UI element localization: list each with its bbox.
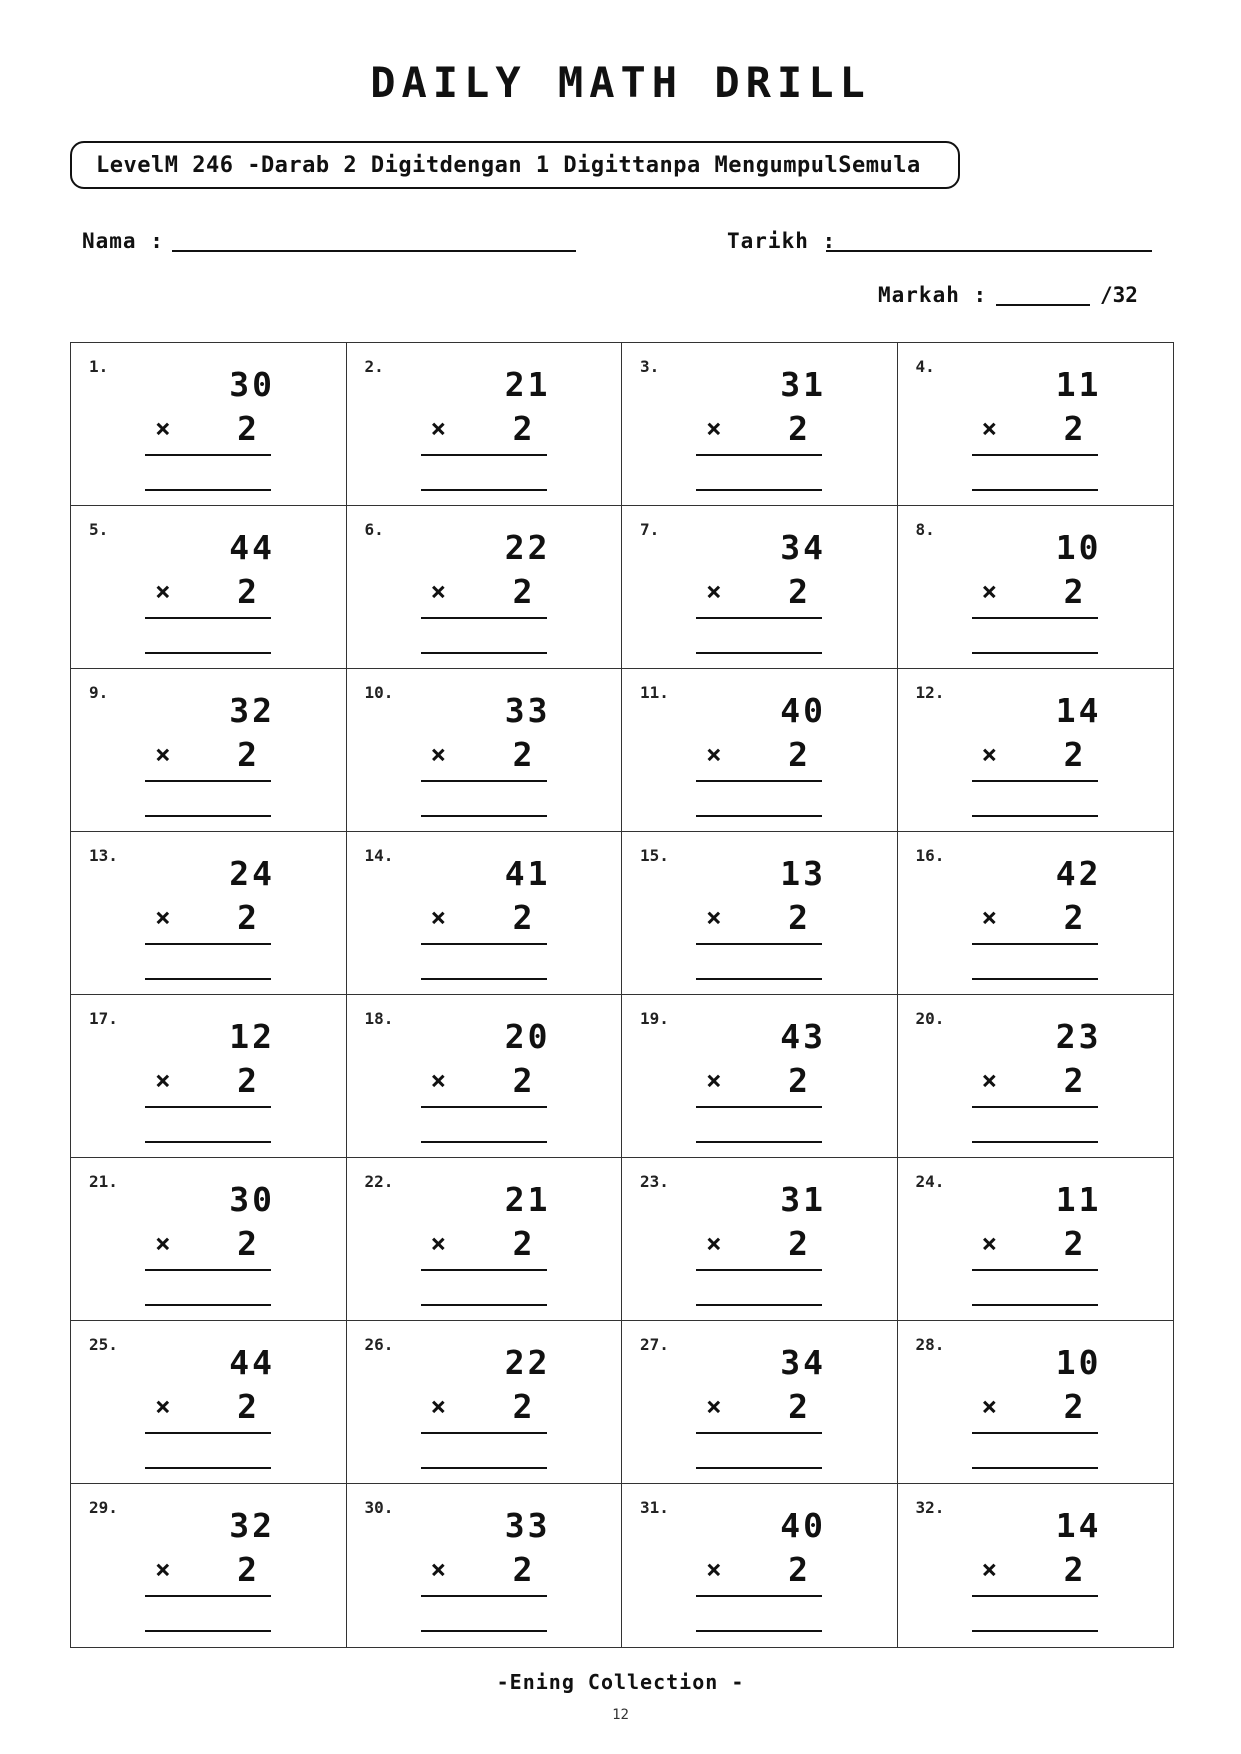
problem-number: 13. bbox=[89, 846, 118, 865]
multiplicand: 43 bbox=[780, 1017, 826, 1056]
problem-number: 16. bbox=[915, 846, 945, 865]
operation-rule bbox=[421, 1432, 547, 1434]
operation-rule bbox=[421, 454, 547, 456]
problem-cell bbox=[347, 506, 623, 669]
operation-rule bbox=[696, 617, 822, 619]
problem-cell bbox=[898, 1321, 1174, 1484]
answer-line[interactable] bbox=[696, 1304, 822, 1306]
multiplier: 2 bbox=[788, 1550, 808, 1589]
operation-rule bbox=[696, 454, 822, 456]
operation-rule bbox=[421, 780, 547, 782]
multiplicand: 40 bbox=[780, 691, 826, 730]
problem-cell bbox=[622, 506, 898, 669]
problem-number: 4. bbox=[915, 357, 935, 376]
problem-cell bbox=[622, 669, 898, 832]
multiply-sign: × bbox=[981, 739, 998, 770]
multiply-sign: × bbox=[155, 413, 171, 444]
multiplier: 2 bbox=[1063, 1550, 1084, 1589]
multiply-sign: × bbox=[155, 1065, 171, 1096]
problem-number: 8. bbox=[915, 520, 935, 539]
problem-cell bbox=[71, 832, 347, 995]
operation-rule bbox=[145, 943, 271, 945]
multiplicand: 14 bbox=[1055, 691, 1102, 730]
problem-cell bbox=[898, 1484, 1174, 1647]
multiply-sign: × bbox=[706, 1228, 722, 1259]
multiply-sign: × bbox=[155, 576, 171, 607]
multiplier-row bbox=[421, 572, 547, 611]
problem-cell bbox=[898, 1158, 1174, 1321]
multiplier-row bbox=[145, 1224, 271, 1263]
multiplier-row bbox=[421, 1550, 547, 1589]
multiplier-row bbox=[696, 1550, 822, 1589]
multiplicand: 44 bbox=[229, 1343, 275, 1382]
problem-number: 17. bbox=[89, 1009, 118, 1028]
multiplier-row bbox=[972, 1224, 1098, 1263]
answer-line[interactable] bbox=[145, 978, 271, 980]
multiplier: 2 bbox=[1063, 572, 1084, 611]
operation-rule bbox=[145, 1106, 271, 1108]
multiplier: 2 bbox=[1063, 1387, 1084, 1426]
multiplicand: 13 bbox=[780, 854, 826, 893]
multiplier-row bbox=[421, 1061, 547, 1100]
multiplier: 2 bbox=[512, 898, 533, 937]
multiply-sign: × bbox=[155, 1228, 171, 1259]
multiplier-row bbox=[972, 1387, 1098, 1426]
multiplier: 2 bbox=[1063, 898, 1084, 937]
answer-line[interactable] bbox=[696, 978, 822, 980]
multiplier: 2 bbox=[512, 1387, 533, 1426]
multiplier-row bbox=[696, 572, 822, 611]
multiply-sign: × bbox=[706, 902, 722, 933]
answer-line[interactable] bbox=[696, 1630, 822, 1632]
answer-line[interactable] bbox=[972, 489, 1098, 491]
answer-line[interactable] bbox=[421, 1304, 547, 1306]
multiply-sign: × bbox=[981, 576, 998, 607]
problem-cell bbox=[622, 1484, 898, 1647]
multiplier-row bbox=[145, 898, 271, 937]
page-title: DAILY MATH DRILL bbox=[370, 58, 871, 107]
problem-number: 20. bbox=[915, 1009, 945, 1028]
multiply-sign: × bbox=[430, 1228, 447, 1259]
multiplicand: 30 bbox=[229, 365, 275, 404]
multiplicand: 12 bbox=[229, 1017, 275, 1056]
multiplier: 2 bbox=[512, 572, 533, 611]
problem-cell bbox=[347, 343, 623, 506]
score-field[interactable] bbox=[996, 304, 1090, 306]
score-label: Markah : bbox=[878, 283, 988, 307]
problem-number: 15. bbox=[640, 846, 669, 865]
multiplier: 2 bbox=[788, 1387, 808, 1426]
multiplier-row bbox=[696, 735, 822, 774]
problem-cell bbox=[71, 343, 347, 506]
operation-rule bbox=[972, 1432, 1098, 1434]
page-number: 12 bbox=[612, 1707, 629, 1723]
operation-rule bbox=[972, 1106, 1098, 1108]
multiplier: 2 bbox=[512, 735, 533, 774]
answer-line[interactable] bbox=[696, 489, 822, 491]
operation-rule bbox=[145, 780, 271, 782]
multiply-sign: × bbox=[430, 902, 447, 933]
multiplicand: 30 bbox=[229, 1180, 275, 1219]
problem-cell bbox=[622, 1321, 898, 1484]
multiplier: 2 bbox=[788, 1061, 808, 1100]
multiplier-row bbox=[145, 1550, 271, 1589]
multiplier: 2 bbox=[237, 572, 257, 611]
multiplier-row bbox=[972, 572, 1098, 611]
multiplier: 2 bbox=[788, 1224, 808, 1263]
multiply-sign: × bbox=[430, 576, 447, 607]
problem-cell bbox=[898, 343, 1174, 506]
problem-cell bbox=[71, 1158, 347, 1321]
answer-line[interactable] bbox=[421, 1467, 547, 1469]
answer-line[interactable] bbox=[696, 815, 822, 817]
multiplicand: 32 bbox=[229, 1506, 275, 1545]
multiplicand: 33 bbox=[504, 1506, 551, 1545]
answer-line[interactable] bbox=[421, 815, 547, 817]
multiplier: 2 bbox=[237, 1387, 257, 1426]
multiplicand: 11 bbox=[1055, 1180, 1102, 1219]
multiplier-row bbox=[145, 572, 271, 611]
problem-number: 18. bbox=[364, 1009, 394, 1028]
problem-number: 28. bbox=[915, 1335, 945, 1354]
multiplicand: 34 bbox=[780, 1343, 826, 1382]
multiplicand: 23 bbox=[1055, 1017, 1102, 1056]
answer-line[interactable] bbox=[145, 489, 271, 491]
multiply-sign: × bbox=[155, 902, 171, 933]
multiplier-row bbox=[145, 1387, 271, 1426]
problem-grid bbox=[70, 342, 1174, 1648]
multiply-sign: × bbox=[706, 1065, 722, 1096]
multiply-sign: × bbox=[155, 739, 171, 770]
multiply-sign: × bbox=[981, 1391, 998, 1422]
operation-rule bbox=[421, 1595, 547, 1597]
problem-cell bbox=[622, 1158, 898, 1321]
multiplicand: 21 bbox=[504, 365, 551, 404]
operation-rule bbox=[696, 1106, 822, 1108]
operation-rule bbox=[145, 454, 271, 456]
operation-rule bbox=[421, 1269, 547, 1271]
multiplier: 2 bbox=[237, 1061, 257, 1100]
multiply-sign: × bbox=[981, 1065, 998, 1096]
multiplier: 2 bbox=[788, 735, 808, 774]
multiplier: 2 bbox=[788, 898, 808, 937]
problem-number: 29. bbox=[89, 1498, 118, 1517]
multiplicand: 31 bbox=[780, 1180, 826, 1219]
multiplier-row bbox=[421, 735, 547, 774]
multiply-sign: × bbox=[430, 1554, 447, 1585]
problem-cell bbox=[622, 343, 898, 506]
problem-number: 7. bbox=[640, 520, 660, 539]
multiplicand: 32 bbox=[229, 691, 275, 730]
problem-number: 26. bbox=[364, 1335, 394, 1354]
answer-line[interactable] bbox=[696, 1141, 822, 1143]
problem-cell bbox=[898, 832, 1174, 995]
operation-rule bbox=[696, 943, 822, 945]
multiplier-row bbox=[145, 735, 271, 774]
multiplier: 2 bbox=[237, 409, 257, 448]
multiplicand: 31 bbox=[780, 365, 826, 404]
multiplier-row bbox=[421, 1224, 547, 1263]
multiply-sign: × bbox=[706, 1554, 722, 1585]
multiplier-row bbox=[145, 409, 271, 448]
problem-cell bbox=[71, 1321, 347, 1484]
problem-number: 1. bbox=[89, 357, 109, 376]
multiplier: 2 bbox=[1063, 409, 1084, 448]
multiplier-row bbox=[421, 1387, 547, 1426]
problem-number: 21. bbox=[89, 1172, 118, 1191]
answer-line[interactable] bbox=[972, 1141, 1098, 1143]
answer-line[interactable] bbox=[972, 978, 1098, 980]
operation-rule bbox=[421, 943, 547, 945]
problem-cell bbox=[622, 995, 898, 1158]
operation-rule bbox=[145, 1269, 271, 1271]
multiplicand: 22 bbox=[504, 1343, 551, 1382]
operation-rule bbox=[145, 1432, 271, 1434]
answer-line[interactable] bbox=[696, 652, 822, 654]
multiplicand: 33 bbox=[504, 691, 551, 730]
multiplier: 2 bbox=[237, 898, 257, 937]
multiplicand: 14 bbox=[1055, 1506, 1102, 1545]
multiplier: 2 bbox=[788, 572, 808, 611]
multiplier: 2 bbox=[237, 1550, 257, 1589]
problem-cell bbox=[347, 1484, 623, 1647]
problem-number: 6. bbox=[364, 520, 384, 539]
multiplier: 2 bbox=[788, 409, 808, 448]
answer-line[interactable] bbox=[972, 1467, 1098, 1469]
problem-number: 27. bbox=[640, 1335, 669, 1354]
multiplicand: 34 bbox=[780, 528, 826, 567]
multiply-sign: × bbox=[981, 1554, 998, 1585]
multiplier-row bbox=[696, 898, 822, 937]
problem-number: 9. bbox=[89, 683, 109, 702]
multiplicand: 44 bbox=[229, 528, 275, 567]
multiplicand: 10 bbox=[1055, 528, 1102, 567]
multiplicand: 40 bbox=[780, 1506, 826, 1545]
multiply-sign: × bbox=[706, 739, 722, 770]
multiplier-row bbox=[696, 1061, 822, 1100]
multiply-sign: × bbox=[155, 1554, 171, 1585]
multiply-sign: × bbox=[430, 1391, 447, 1422]
multiply-sign: × bbox=[706, 1391, 722, 1422]
multiplicand: 42 bbox=[1055, 854, 1102, 893]
answer-line[interactable] bbox=[145, 1467, 271, 1469]
problem-number: 22. bbox=[364, 1172, 394, 1191]
answer-line[interactable] bbox=[421, 489, 547, 491]
operation-rule bbox=[972, 943, 1098, 945]
multiplier-row bbox=[696, 409, 822, 448]
problem-number: 2. bbox=[364, 357, 384, 376]
operation-rule bbox=[696, 1269, 822, 1271]
answer-line[interactable] bbox=[972, 815, 1098, 817]
answer-line[interactable] bbox=[972, 1304, 1098, 1306]
multiplier: 2 bbox=[512, 1061, 533, 1100]
answer-line[interactable] bbox=[145, 815, 271, 817]
name-field[interactable] bbox=[172, 250, 576, 252]
multiplier: 2 bbox=[512, 1550, 533, 1589]
multiply-sign: × bbox=[706, 576, 722, 607]
operation-rule bbox=[421, 1106, 547, 1108]
answer-line[interactable] bbox=[421, 1630, 547, 1632]
operation-rule bbox=[972, 780, 1098, 782]
problem-cell bbox=[347, 1158, 623, 1321]
multiplier-row bbox=[696, 1224, 822, 1263]
answer-line[interactable] bbox=[145, 1630, 271, 1632]
answer-line[interactable] bbox=[421, 1141, 547, 1143]
problem-cell bbox=[898, 506, 1174, 669]
multiplier-row bbox=[972, 409, 1098, 448]
multiplier: 2 bbox=[512, 1224, 533, 1263]
answer-line[interactable] bbox=[145, 652, 271, 654]
answer-line[interactable] bbox=[972, 1630, 1098, 1632]
problem-number: 14. bbox=[364, 846, 394, 865]
multiplier-row bbox=[145, 1061, 271, 1100]
problem-cell bbox=[622, 832, 898, 995]
problem-number: 32. bbox=[915, 1498, 945, 1517]
operation-rule bbox=[145, 1595, 271, 1597]
problem-number: 31. bbox=[640, 1498, 669, 1517]
multiplier-row bbox=[972, 1061, 1098, 1100]
level-description-box bbox=[70, 141, 960, 189]
multiplicand: 24 bbox=[229, 854, 275, 893]
problem-number: 23. bbox=[640, 1172, 669, 1191]
problem-cell bbox=[898, 669, 1174, 832]
operation-rule bbox=[696, 1595, 822, 1597]
footer-credit: -Ening Collection - bbox=[496, 1670, 745, 1694]
answer-line[interactable] bbox=[421, 652, 547, 654]
multiplier-row bbox=[421, 898, 547, 937]
problem-cell bbox=[71, 669, 347, 832]
operation-rule bbox=[972, 617, 1098, 619]
multiply-sign: × bbox=[981, 1228, 998, 1259]
multiplicand: 11 bbox=[1055, 365, 1102, 404]
operation-rule bbox=[972, 1269, 1098, 1271]
multiplier-row bbox=[972, 898, 1098, 937]
problem-cell bbox=[71, 995, 347, 1158]
problem-cell bbox=[347, 669, 623, 832]
operation-rule bbox=[696, 1432, 822, 1434]
multiplier: 2 bbox=[237, 735, 257, 774]
problem-cell bbox=[347, 832, 623, 995]
operation-rule bbox=[972, 454, 1098, 456]
answer-line[interactable] bbox=[145, 1141, 271, 1143]
problem-number: 11. bbox=[640, 683, 669, 702]
multiplier: 2 bbox=[1063, 735, 1084, 774]
level-description: LevelM 246 -Darab 2 Digitdengan 1 Digittanpa MengumpulSemula bbox=[96, 152, 921, 178]
multiplier-row bbox=[696, 1387, 822, 1426]
multiply-sign: × bbox=[981, 902, 998, 933]
multiplicand: 21 bbox=[504, 1180, 551, 1219]
problem-number: 5. bbox=[89, 520, 109, 539]
multiplier: 2 bbox=[512, 409, 533, 448]
problem-number: 30. bbox=[364, 1498, 394, 1517]
multiplier: 2 bbox=[237, 1224, 257, 1263]
problem-number: 24. bbox=[915, 1172, 945, 1191]
multiply-sign: × bbox=[430, 1065, 447, 1096]
operation-rule bbox=[972, 1595, 1098, 1597]
operation-rule bbox=[145, 617, 271, 619]
multiply-sign: × bbox=[981, 413, 998, 444]
multiply-sign: × bbox=[706, 413, 722, 444]
problem-number: 10. bbox=[364, 683, 394, 702]
multiplicand: 22 bbox=[504, 528, 551, 567]
multiply-sign: × bbox=[155, 1391, 171, 1422]
date-field[interactable] bbox=[826, 250, 1152, 252]
answer-line[interactable] bbox=[145, 1304, 271, 1306]
problem-cell bbox=[71, 1484, 347, 1647]
problem-cell bbox=[347, 995, 623, 1158]
operation-rule bbox=[696, 780, 822, 782]
multiplicand: 10 bbox=[1055, 1343, 1102, 1382]
operation-rule bbox=[421, 617, 547, 619]
problem-cell bbox=[898, 995, 1174, 1158]
answer-line[interactable] bbox=[696, 1467, 822, 1469]
multiplier: 2 bbox=[1063, 1061, 1084, 1100]
multiply-sign: × bbox=[430, 413, 447, 444]
problem-number: 19. bbox=[640, 1009, 669, 1028]
name-label: Nama : bbox=[82, 229, 164, 253]
score-total: /32 bbox=[1100, 283, 1138, 307]
multiplier-row bbox=[972, 735, 1098, 774]
date-label: Tarikh : bbox=[727, 229, 837, 253]
problem-number: 3. bbox=[640, 357, 660, 376]
multiplier-row bbox=[421, 409, 547, 448]
problem-number: 25. bbox=[89, 1335, 118, 1354]
answer-line[interactable] bbox=[421, 978, 547, 980]
multiplicand: 41 bbox=[504, 854, 551, 893]
problem-cell bbox=[71, 506, 347, 669]
problem-cell bbox=[347, 1321, 623, 1484]
problem-number: 12. bbox=[915, 683, 945, 702]
multiplier-row bbox=[972, 1550, 1098, 1589]
multiplicand: 20 bbox=[504, 1017, 551, 1056]
answer-line[interactable] bbox=[972, 652, 1098, 654]
multiplier: 2 bbox=[1063, 1224, 1084, 1263]
multiply-sign: × bbox=[430, 739, 447, 770]
